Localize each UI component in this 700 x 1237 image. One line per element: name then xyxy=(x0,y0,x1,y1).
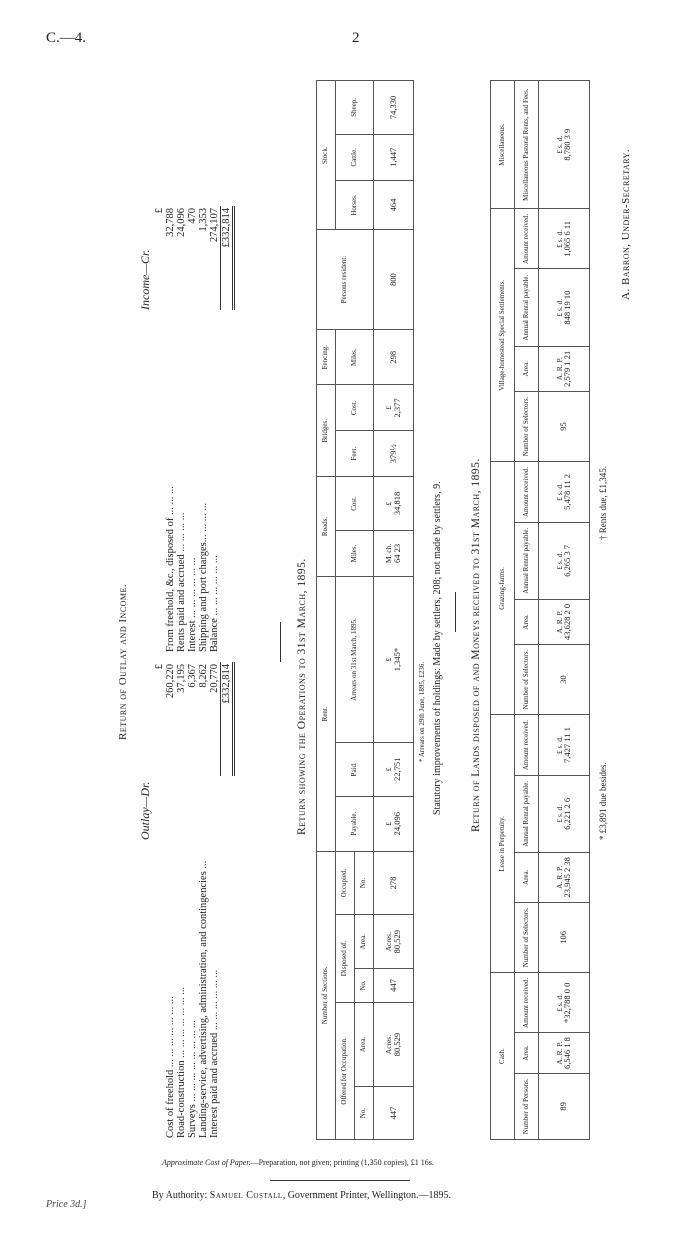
rent-arrears: 1,345* xyxy=(391,647,402,672)
income-amount: 32,788 xyxy=(165,208,177,237)
bridges-cost: 2,377 xyxy=(391,398,402,418)
income-total: £332,814 xyxy=(221,206,234,310)
village-rental-header: Annual Rental payable. xyxy=(514,269,538,346)
disposed-no-header: No. xyxy=(354,969,373,1003)
income-amount: 24,096 xyxy=(176,208,188,237)
income-row xyxy=(198,206,209,654)
roads-cost: 34,818 xyxy=(391,491,402,516)
rent-paid: 22,751 xyxy=(391,757,402,782)
outlay-label: Landing-service, advertising, administration, and contingencies xyxy=(198,871,210,1138)
horses: 464 xyxy=(373,180,413,230)
leader-dots: ... ... ... ... ... ... xyxy=(187,557,199,618)
income-label: Rents paid and accrued xyxy=(176,554,188,652)
unit-pound: £ xyxy=(383,406,393,410)
village-rental: 848 19 10 xyxy=(562,290,573,325)
stock-header: Stock. xyxy=(317,81,336,230)
village-amount: 1,065 6 11 xyxy=(562,220,573,257)
outlay-currency: £ xyxy=(154,664,165,670)
outlay-amount: 260,220 xyxy=(165,664,177,699)
operations-title: Return showing the Operations to 31st March, 1895. xyxy=(296,558,308,835)
lease-area-header: Area. xyxy=(514,853,538,903)
bridges-header: Bridges. xyxy=(317,385,336,477)
village-amount-header: Amount received. xyxy=(514,209,538,269)
lease-rental-header: Annual Rental payable. xyxy=(514,775,538,852)
unit-lsd: £ s. d. xyxy=(554,229,564,248)
outlay-row xyxy=(187,662,198,1140)
offered-no: 447 xyxy=(373,1087,413,1140)
leader-dots: ... ... ... xyxy=(165,486,177,515)
lease-amount: 7,427 11 1 xyxy=(562,727,573,763)
offered-header: Offered for Occupation. xyxy=(335,1002,354,1139)
bridges-feet-header: Feet. xyxy=(335,431,373,477)
occupied-no-header: No. xyxy=(354,851,373,915)
rotated-page-body xyxy=(70,60,670,1140)
fencing-miles: 298 xyxy=(373,329,413,385)
disposed-area-header: Area. xyxy=(354,915,373,969)
grazing-amount: 5,478 11 2 xyxy=(562,474,573,510)
village-area-header: Area. xyxy=(514,346,538,391)
outlay-label: Road-construction xyxy=(176,1060,188,1138)
authority-prefix: By Authority: xyxy=(152,1190,210,1201)
authority-rule xyxy=(270,1180,410,1181)
grazing-selectors: 30 xyxy=(538,644,589,715)
leader-dots: ... ... ... ... ... ... xyxy=(209,555,221,616)
offered-area-header: Area. xyxy=(354,1002,373,1086)
outlay-row xyxy=(165,662,176,1140)
payable-header: Payable. xyxy=(335,796,373,851)
unit-pound: £ xyxy=(383,501,393,506)
cash-persons: 89 xyxy=(538,1073,589,1139)
authority-suffix: , Government Printer, Wellington.—1895. xyxy=(282,1190,451,1201)
operations-footnote: * Arrears on 29th June, 1895, £236. xyxy=(418,661,426,762)
outlay-income-title: Return of Outlay and Income. xyxy=(117,583,129,740)
unit-acres: Acres. xyxy=(383,932,393,952)
price: Price 3d.] xyxy=(46,1199,87,1210)
unit-lsd: £ s. d. xyxy=(554,804,564,823)
outlay-amount: 6,367 xyxy=(187,664,199,688)
disposed-area: 80,529 xyxy=(391,930,402,954)
cash-amount-header: Amount received. xyxy=(514,973,538,1033)
divider-rule xyxy=(280,622,281,662)
lands-footnote-rents: † Rents due, £1,345. xyxy=(598,466,608,540)
outlay-heading: Outlay—Dr. xyxy=(138,781,152,840)
leader-dots: ... ... ... ... xyxy=(176,512,188,552)
cattle-header: Cattle. xyxy=(335,134,373,180)
signature: A. Barron, Under-Secretary. xyxy=(620,148,632,300)
lands-data-row xyxy=(538,81,589,1140)
operations-data-row xyxy=(373,81,413,1140)
outlay-label: Interest paid and accrued ... xyxy=(209,1022,221,1138)
paid-header: Paid. xyxy=(335,742,373,796)
outlay-row xyxy=(176,662,187,1140)
unit-arp: A. R. P. xyxy=(554,1041,564,1065)
outlay-label: Cost of freehold xyxy=(165,1069,177,1138)
income-label: Shipping and port charges... xyxy=(198,534,210,652)
paper-cost-text: —Preparation, not given; printing (1,350 copies), £1 16s. xyxy=(250,1158,434,1167)
paper-cost-line xyxy=(162,1158,434,1167)
grazing-rental: 6,265 3 7 xyxy=(562,544,573,577)
grazing-rental-header: Annual Rental payable. xyxy=(514,522,538,599)
leader-dots: ... ... ... xyxy=(198,502,210,532)
misc-fees-header: Miscellaneous Pastoral Rents, and Fees. xyxy=(514,81,538,209)
income-amount: 274,107 xyxy=(209,206,221,310)
income-label: Interest xyxy=(187,620,199,652)
cash-amount: *32,788 0 0 xyxy=(562,982,573,1023)
statutory-improvements: Statutory improvements of holdings: Made by settlers, 208; not made by settlers, 9. xyxy=(432,481,443,815)
lands-title: Return of Lands disposed of and Moneys received to 31st March, 1895. xyxy=(470,458,482,832)
village-selectors: 95 xyxy=(538,391,589,462)
occupied-header: Occupied. xyxy=(335,851,354,915)
lands-table xyxy=(490,80,590,1140)
grazing-selectors-header: Number of Selectors. xyxy=(514,644,538,715)
income-row xyxy=(187,206,198,654)
operations-table xyxy=(316,80,414,1140)
lease-selectors: 106 xyxy=(538,902,589,973)
cash-persons-header: Number of Persons. xyxy=(514,1073,538,1139)
income-row xyxy=(209,206,221,654)
cash-area-header: Area. xyxy=(514,1033,538,1073)
leader-dots: ... ... ... ... ... xyxy=(209,969,221,1020)
page-number: 2 xyxy=(352,30,360,46)
village-header: Village-homestead Special Settlements. xyxy=(491,209,515,462)
outlay-label: Surveys xyxy=(187,1104,199,1138)
lease-header: Lease in Perpetuity. xyxy=(491,715,515,973)
misc-amount: 8,780 3 9 xyxy=(562,128,573,161)
sheep-header: Sheep. xyxy=(335,81,373,135)
outlay-table xyxy=(154,662,235,1140)
income-row xyxy=(176,206,187,654)
divider-rule xyxy=(455,592,456,632)
lease-selectors-header: Number of Selectors. xyxy=(514,902,538,973)
unit-lsd: £ s. d. xyxy=(554,135,564,154)
rent-header: Rent. xyxy=(317,577,336,852)
authority-line xyxy=(152,1190,451,1201)
outlay-total: £332,814 xyxy=(221,662,234,776)
unit-acres: Acres. xyxy=(383,1034,393,1055)
unit-lsd: £ s. d. xyxy=(554,993,564,1012)
unit-arp: A. R. P. xyxy=(554,357,564,381)
horses-header: Horses. xyxy=(335,180,373,230)
roads-miles-header: Miles. xyxy=(335,530,373,576)
paper-cost-label: Approximate Cost of Paper. xyxy=(162,1158,251,1167)
unit-lsd: £ s. d. xyxy=(554,482,564,501)
sheep: 74,330 xyxy=(373,81,413,135)
grazing-area: 43,628 2 0 xyxy=(562,603,573,640)
arrears-header: Arrears on 31st March, 1895. xyxy=(335,577,373,743)
unit-lsd: £ s. d. xyxy=(554,736,564,754)
lease-rental: 6,221 2 6 xyxy=(562,797,573,830)
income-amount: 1,353 xyxy=(198,208,210,232)
fencing-miles-header: Miles. xyxy=(335,329,373,385)
lands-footnote-due: * £3,891 due besides. xyxy=(598,762,608,840)
outlay-row xyxy=(209,662,221,1140)
cash-header: Cash. xyxy=(491,973,515,1140)
income-label: From freehold, &c., disposed of xyxy=(165,517,177,652)
leader-dots: ... ... ... ... ... ... ... xyxy=(176,986,188,1058)
persons-resident-header: Persons resident. xyxy=(317,230,374,330)
roads-miles: 64 23 xyxy=(391,543,402,564)
village-selectors-header: Number of Selectors. xyxy=(514,391,538,462)
village-area: 2,579 1 21 xyxy=(562,350,573,387)
cattle: 1,447 xyxy=(373,134,413,180)
grazing-area-header: Area. xyxy=(514,599,538,644)
unit-arp: A. R. P. xyxy=(554,610,564,634)
lease-area: 23,945 2 38 xyxy=(562,857,573,898)
printer-name: Samuel Costall xyxy=(209,1190,283,1201)
outlay-amount: 20,770 xyxy=(209,662,221,776)
grazing-amount-header: Amount received. xyxy=(514,462,538,522)
unit-lsd: £ s. d. xyxy=(554,298,564,317)
bridges-feet: 379½ xyxy=(373,431,413,477)
unit-miles-chains: M. ch. xyxy=(383,543,393,564)
income-amount: 470 xyxy=(187,208,199,224)
roads-header: Roads. xyxy=(317,477,336,577)
unit-arp: A. R. P. xyxy=(554,865,564,889)
outlay-amount: 8,262 xyxy=(198,664,210,688)
occupied-no: 278 xyxy=(373,851,413,915)
rent-payable: 24,096 xyxy=(391,812,402,836)
leader-dots: ... xyxy=(198,860,210,869)
unit-pound: £ xyxy=(383,821,393,826)
leader-dots: ... ... ... ... ... ... ... ... xyxy=(187,1020,199,1102)
lease-amount-header: Amount received. xyxy=(514,715,538,775)
disposed-header: Disposed of. xyxy=(335,915,354,1003)
persons-resident: 800 xyxy=(373,230,413,330)
income-heading: Income—Cr. xyxy=(138,249,152,310)
unit-pound: £ xyxy=(383,657,393,662)
document-code: C.—4. xyxy=(46,30,87,46)
cash-area: 6,546 1 8 xyxy=(562,1037,573,1069)
number-of-sections-header: Number of Sections. xyxy=(317,851,336,1139)
income-currency: £ xyxy=(154,208,165,214)
outlay-amount: 37,195 xyxy=(176,664,188,693)
grazing-header: Grazing-farms. xyxy=(491,462,515,715)
unit-lsd: £ s. d. xyxy=(554,551,564,570)
income-table xyxy=(154,206,235,654)
roads-cost-header: Cost. xyxy=(335,477,373,531)
offered-area: 80,529 xyxy=(391,1032,402,1057)
misc-header: Miscellaneous. xyxy=(491,81,515,209)
bridges-cost-header: Cost. xyxy=(335,385,373,431)
fencing-header: Fencing. xyxy=(317,329,336,385)
income-label: Balance xyxy=(209,618,221,652)
disposed-no: 447 xyxy=(373,969,413,1003)
income-row xyxy=(165,206,176,654)
leader-dots: ... ... ... ... ... ... ... xyxy=(165,996,177,1068)
unit-pound: £ xyxy=(383,767,393,772)
outlay-row xyxy=(198,662,209,1140)
offered-no-header: No. xyxy=(354,1087,373,1140)
